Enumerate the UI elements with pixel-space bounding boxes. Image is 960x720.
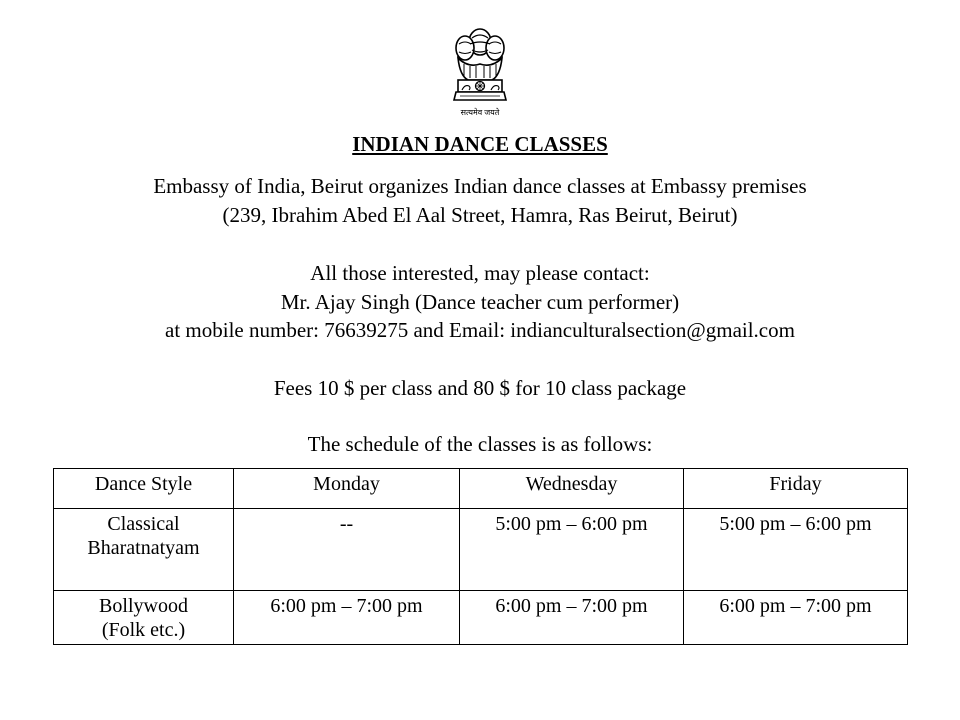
dance-style-line: Bharatnatyam <box>87 537 200 559</box>
contact-line-3: at mobile number: 76639275 and Email: indianculturalsection@gmail.com <box>165 318 795 342</box>
cell-friday: 6:00 pm – 7:00 pm <box>684 591 908 645</box>
cell-wednesday: 5:00 pm – 6:00 pm <box>460 509 684 591</box>
cell-monday: 6:00 pm – 7:00 pm <box>234 591 460 645</box>
contact-line-2: Mr. Ajay Singh (Dance teacher cum performer) <box>280 290 680 314</box>
schedule-table <box>53 468 908 645</box>
dance-style-line: Bollywood <box>99 595 188 617</box>
intro-line-2: (239, Ibrahim Abed El Aal Street, Hamra, Ras Beirut, Beirut) <box>222 203 738 227</box>
table-row <box>54 591 908 645</box>
dance-style-line: Classical <box>107 513 180 535</box>
table-header-row <box>54 469 908 509</box>
fees-text: Fees 10 $ per class and 80 $ for 10 class package <box>273 376 687 400</box>
header-wednesday: Wednesday <box>460 469 684 509</box>
cell-dance-style <box>54 509 234 591</box>
intro-line-1: Embassy of India, Beirut organizes Indian dance classes at Embassy premises <box>153 174 807 198</box>
cell-dance-style <box>54 591 234 645</box>
page-title: INDIAN DANCE CLASSES <box>352 132 608 156</box>
header-friday: Friday <box>684 469 908 509</box>
table-row <box>54 509 908 591</box>
emblem-motto: सत्यमेव जयते <box>460 108 500 117</box>
cell-friday: 5:00 pm – 6:00 pm <box>684 509 908 591</box>
dance-style-line: (Folk etc.) <box>101 619 186 641</box>
header-monday: Monday <box>234 469 460 509</box>
cell-monday: -- <box>234 509 460 591</box>
cell-wednesday: 6:00 pm – 7:00 pm <box>460 591 684 645</box>
schedule-intro: The schedule of the classes is as follows: <box>307 432 653 456</box>
contact-line-1: All those interested, may please contact: <box>310 261 650 285</box>
header-dance-style: Dance Style <box>54 469 234 509</box>
